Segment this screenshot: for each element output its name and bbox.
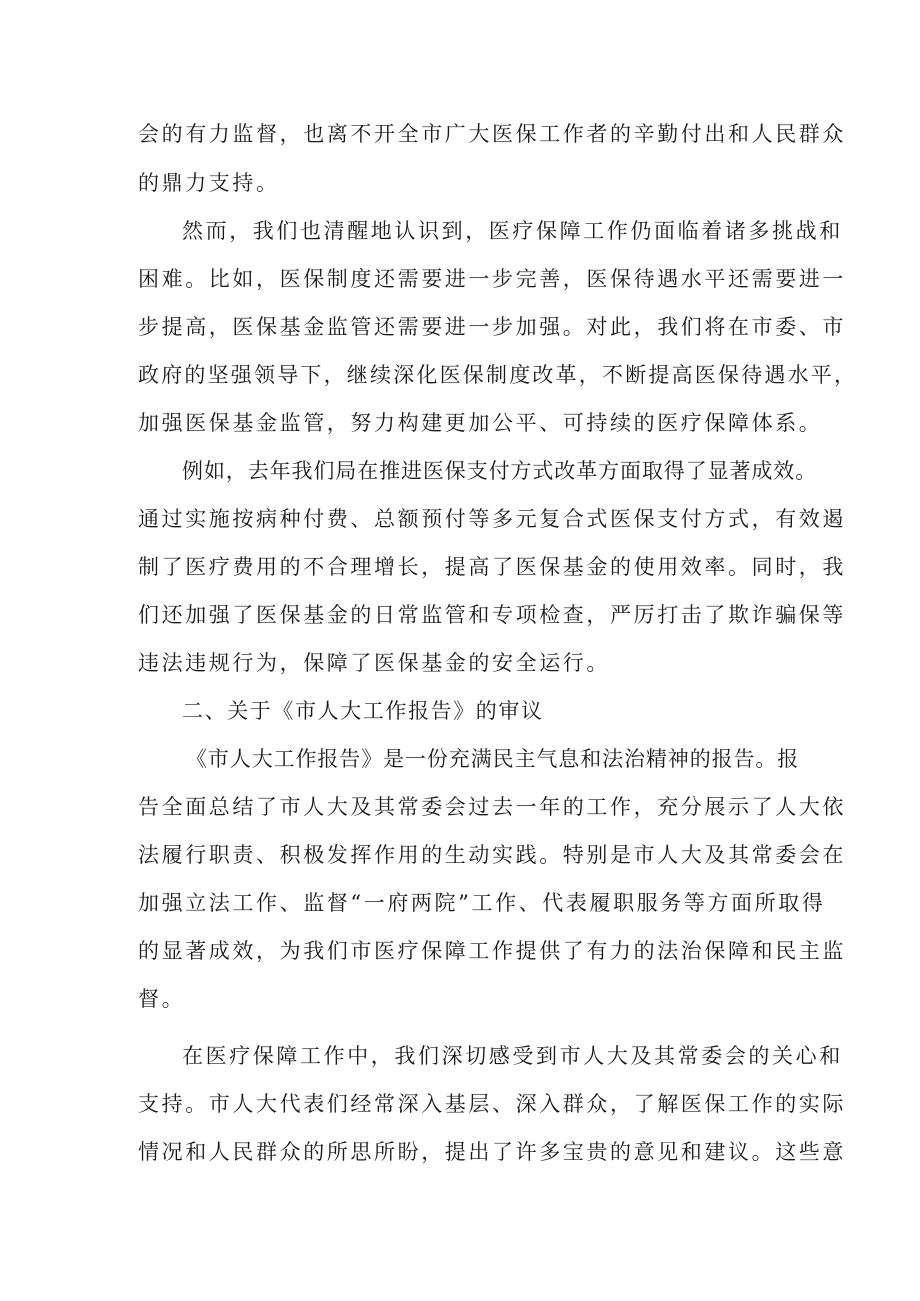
text-line: 的鼎力支持。 [138, 171, 280, 195]
text-line: 《市人大工作报告》是一份充满民主气息和法治精神的报告。报 [186, 747, 800, 771]
text-line: 例如，去年我们局在推进医保支付方式改革方面取得了显著成效。 [182, 459, 818, 483]
text-line: 支持。市人大代表们经常深入基层、深入群众，了解医保工作的实际 [138, 1092, 846, 1116]
section-heading: 二、关于《市人大工作报告》的审议 [182, 699, 544, 723]
text-line: 加强立法工作、监督“一府两院”工作、代表履职服务等方面所取得 [138, 891, 826, 915]
text-line: 步提高，医保基金监管还需要进一步加强。对此，我们将在市委、市 [138, 315, 846, 339]
text-line: 困难。比如，医保制度还需要进一步完善，医保待遇水平还需要进一 [138, 267, 846, 291]
text-line: 们还加强了医保基金的日常监管和专项检查，严厉打击了欺诈骗保等 [138, 603, 846, 627]
text-line: 通过实施按病种付费、总额预付等多元复合式医保支付方式，有效遏 [138, 507, 846, 531]
text-line: 制了医疗费用的不合理增长，提高了医保基金的使用效率。同时，我 [138, 555, 846, 579]
text-line: 政府的坚强领导下，继续深化医保制度改革，不断提高医保待遇水平， [138, 363, 858, 387]
text-line: 违法违规行为，保障了医保基金的安全运行。 [138, 651, 610, 675]
text-line: 法履行职责、积极发挥作用的生动实践。特别是市人大及其常委会在 [138, 843, 846, 867]
text-line: 然而，我们也清醒地认识到，医疗保障工作仍面临着诸多挑战和 [182, 219, 843, 243]
text-line: 告全面总结了市人大及其常委会过去一年的工作，充分展示了人大依 [138, 795, 846, 819]
text-line: 的显著成效，为我们市医疗保障工作提供了有力的法治保障和民主监 [138, 939, 846, 963]
text-line: 加强医保基金监管，努力构建更加公平、可持续的医疗保障体系。 [138, 411, 823, 435]
text-line: 会的有力监督，也离不开全市广大医保工作者的辛勤付出和人民群众 [138, 122, 846, 146]
text-line: 在医疗保障工作中，我们深切感受到市人大及其常委会的关心和 [182, 1044, 843, 1068]
text-line: 督。 [138, 987, 186, 1011]
text-line: 情况和人民群众的所思所盼，提出了许多宝贵的意见和建议。这些意 [138, 1140, 846, 1164]
